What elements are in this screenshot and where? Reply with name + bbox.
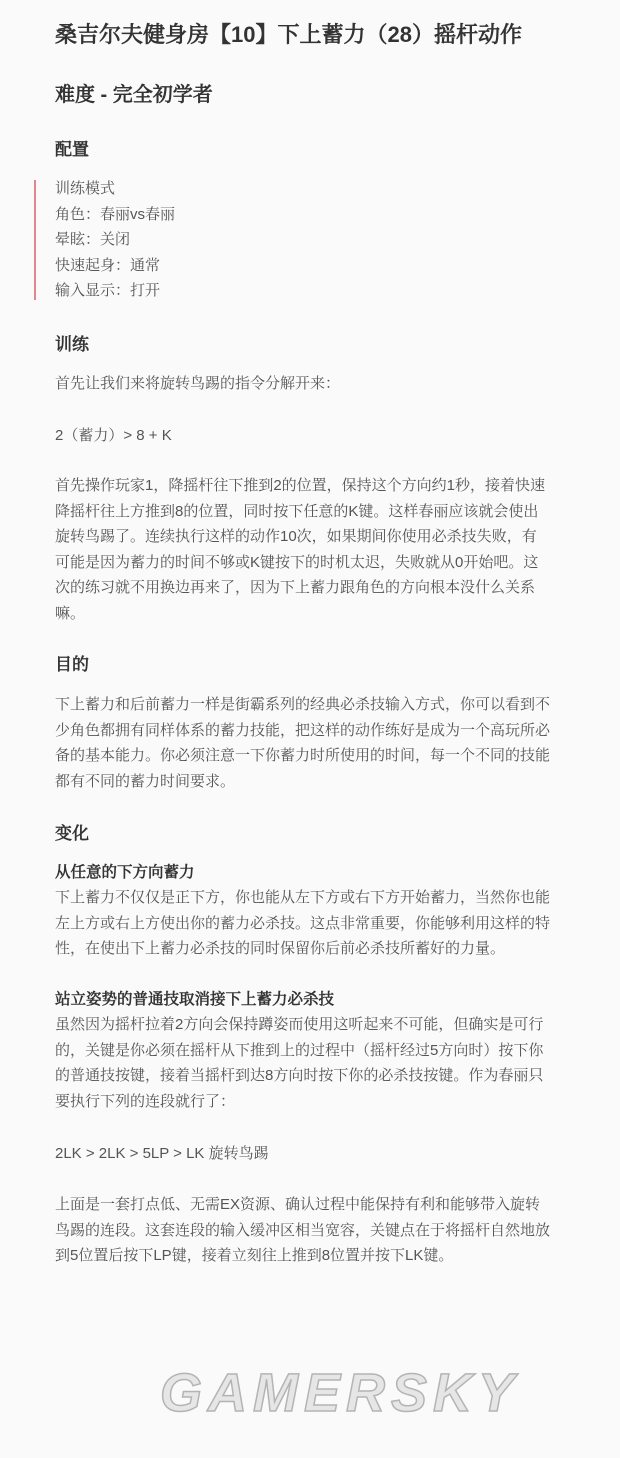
text-line: 的普通技按键，接着当摇杆到达8方向时按下你的必杀技按键。作为春丽只: [55, 1067, 544, 1084]
text-line: 要执行下列的连段就行了：: [55, 1092, 236, 1110]
text-line: 的，关键是你必须在摇杆从下推到上的过程中（摇杆经过5方向时）按下你: [55, 1041, 544, 1059]
config-item: 训练模式: [55, 180, 116, 197]
training-command: 2（蓄力）> 8 + K: [55, 427, 172, 444]
combo-explanation: [55, 1192, 595, 1269]
config-item: 输入显示：打开: [55, 282, 161, 299]
variation-heading: 变化: [55, 824, 89, 843]
training-heading: 训练: [55, 335, 89, 354]
text-line: 首先操作玩家1，降摇杆往下推到2的位置，保持这个方向约1秒，接着快速: [55, 477, 546, 494]
config-list: [55, 176, 595, 304]
text-line: 少角色都拥有同样体系的蓄力技能，把这样的动作练好是成为一个高玩所必: [55, 721, 551, 739]
text-line: 备的基本能力。你必须注意一下你蓄力时所使用的时间，每一个不同的技能: [55, 747, 551, 764]
text-line: 嘛。: [55, 604, 86, 622]
blockquote-bar: [34, 180, 36, 300]
purpose-heading: 目的: [55, 655, 89, 674]
text-line: 左上方或右上方使出你的蓄力必杀技。这点非常重要，你能够利用这样的特: [55, 914, 551, 932]
purpose-paragraph: [55, 692, 595, 794]
difficulty-heading: 难度 - 完全初学者: [55, 84, 213, 106]
variation-sub2-paragraph: [55, 1012, 595, 1114]
config-item: 快速起身：通常: [55, 256, 161, 274]
training-paragraph: [55, 473, 595, 626]
text-line: 降摇杆往上方推到8的位置，同时按下任意的K键。这样春丽应该就会使出: [55, 502, 539, 520]
text-line: 鸟踢的连段。这套连段的输入缓冲区相当宽容，关键点在于将摇杆自然地放: [55, 1221, 551, 1239]
config-item: 角色：春丽vs春丽: [55, 205, 176, 223]
variation-sub2-heading: 站立姿势的普通技取消接下上蓄力必杀技: [55, 991, 335, 1008]
text-line: 都有不同的蓄力时间要求。: [55, 772, 236, 790]
text-line: 上面是一套打点低、无需EX资源、确认过程中能保持有利和能够带入旋转: [55, 1196, 541, 1213]
text-line: 虽然因为摇杆拉着2方向会保持蹲姿而使用这听起来不可能，但确实是可行: [55, 1016, 544, 1033]
variation-sub1-heading: 从任意的下方向蓄力: [55, 864, 195, 881]
combo-line: 2LK > 2LK > 5LP > LK 旋转鸟踢: [55, 1145, 269, 1162]
text-line: 性，在使出下上蓄力必杀技的同时保留你后前必杀技所蓄好的力量。: [55, 940, 506, 957]
text-line: 下上蓄力和后前蓄力一样是街霸系列的经典必杀技输入方式，你可以看到不: [55, 696, 551, 713]
page-title: 桑吉尔夫健身房【10】下上蓄力（28）摇杆动作: [55, 22, 522, 47]
text-line: 可能是因为蓄力的时间不够或K键按下的时机太迟，失败就从0开始吧。这: [55, 553, 539, 571]
training-intro: 首先让我们来将旋转鸟踢的指令分解开来：: [55, 375, 341, 392]
text-line: 下上蓄力不仅仅是正下方，你也能从左下方或右下方开始蓄力，当然你也能: [55, 889, 551, 906]
variation-sub1-paragraph: [55, 885, 595, 962]
watermark-logo: GAMERSKY: [160, 1363, 521, 1423]
text-line: 次的练习就不用换边再来了，因为下上蓄力跟角色的方向根本没什么关系: [55, 579, 536, 596]
text-line: 到5位置后按下LP键，接着立刻往上推到8位置并按下LK键。: [55, 1247, 454, 1264]
config-item: 晕眩：关闭: [55, 231, 131, 248]
config-heading: 配置: [55, 140, 89, 159]
text-line: 旋转鸟踢了。连续执行这样的动作10次，如果期间你使用必杀技失败，有: [55, 528, 537, 545]
